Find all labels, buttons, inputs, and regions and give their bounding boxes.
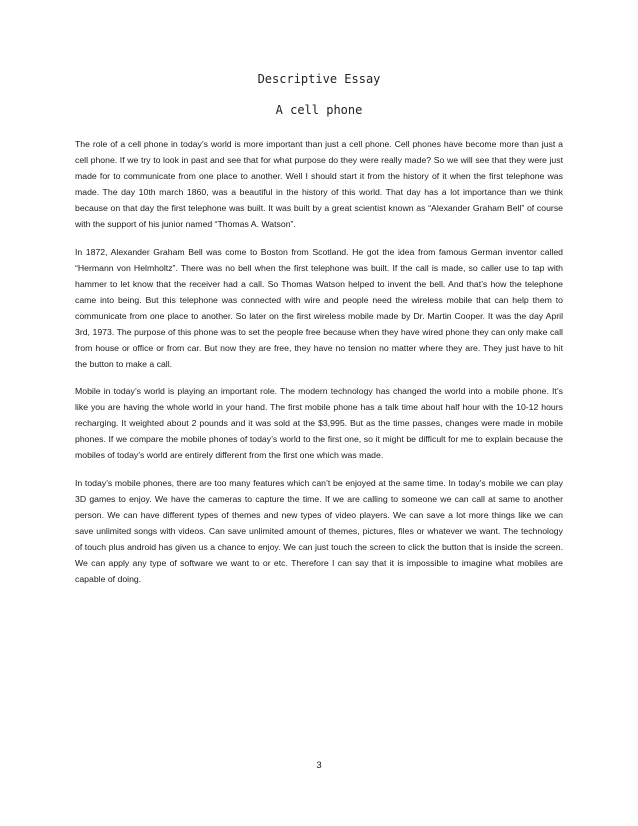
essay-subtitle: A cell phone [275,103,363,117]
essay-body [75,136,563,587]
paragraph-1: The role of a cell phone in today’s world is more important than just a cell phone. Cell phones have become more than just a cell phone. If we try to look in past and see that for what purpose do they were really made? So we will see that they were just made for to communicate from one place to another. Well I should start it from the history of it when the first telephone was made. The day 10th march 1860, was a beautiful in the history of this world. That day has a lot importance than we think because on that day the first telephone was built. It was built by a great scientist known as “Alexander Graham Bell” of course with the support of his junior named “Thomas A. Watson”. [75,139,563,229]
essay-title: Descriptive Essay [257,72,381,86]
paragraph-4: In today’s mobile phones, there are too many features which can’t be enjoyed at the same time. In today’s mobile we can play 3D games to enjoy. We have the cameras to capture the time. If we are calling to someone we can call at same to another person. We can have different types of themes and new types of video players. We can save a lot more things like we can save unlimited songs with videos. Can save unlimited amount of themes, pictures, files or whatever we want. The technology of touch plus android has given us a chance to enjoy. We can just touch the screen to click the button that is inside the screen. We can apply any type of software we want to or etc. Therefore I can say that it is impossible to imagine what mobiles are capable of doing. [75,477,563,584]
page-number: 3 [316,760,322,771]
paragraph-2: In 1872, Alexander Graham Bell was come to Boston from Scotland. He got the idea from famous German inventor called “Hermann von Helmholtz”. There was no bell when the first telephone was built. If the call is made, so caller use to tap with hammer to let know that the receiver had a call. So Thomas Watson helped to invent the bell. And that’s how the telephone came into being. But this telephone was connected with wire and people need the wireless mobile that can help them to communicate from one place to another. So later on the first wireless mobile made by Dr. Martin Cooper. It was the day April 3rd, 1973. The purpose of this phone was to set the people free because when they have wired phone they can only make call from house or office or from car. But now they are free, they have no tension no matter where they are. They just have to hit the button to make a call. [75,246,563,369]
paragraph-3: Mobile in today’s world is playing an important role. The modern technology has changed the world into a mobile phone. It’s like you are having the whole world in your hand. The first mobile phone has a talk time about half hour with the 10-12 hours recharging. It weighted about 2 pounds and it was sold at the $3,995. But as the time passes, changes were made in mobile phones. If we compare the mobile phones of today’s world to the first one, so it might be difficult for me to explain because the mobiles of today’s world are entirely different from the first one which was made. [75,386,563,460]
